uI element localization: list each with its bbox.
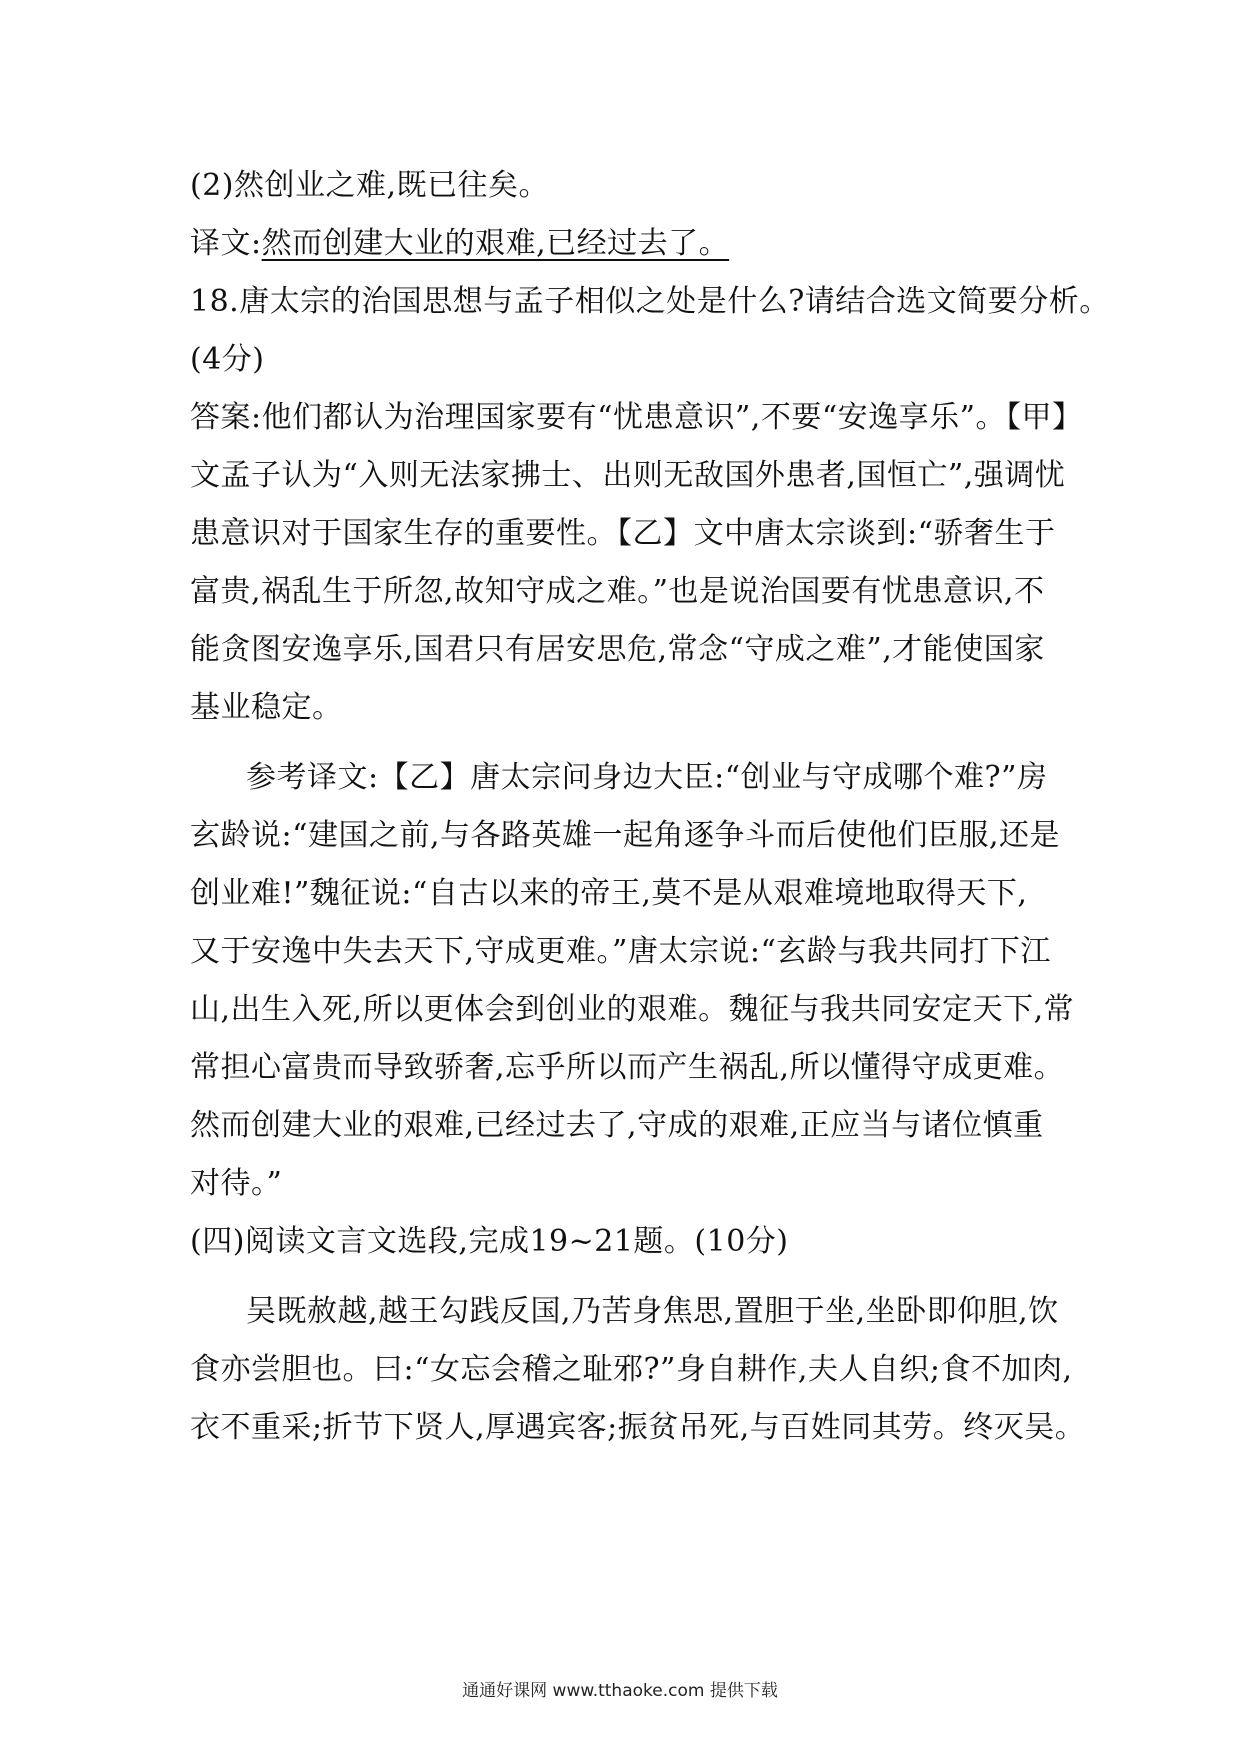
- answer-line: 能贪图安逸享乐,国君只有居安思危,常念“守成之难”,才能使国家: [190, 632, 1045, 667]
- answer-line: 文孟子认为“入则无法家拂士、出则无敌国外患者,国恒亡”,强调忧: [190, 458, 1066, 493]
- reference-translation-line: 对待。”: [190, 1166, 283, 1201]
- passage-line: 衣不重采;折节下贤人,厚遇宾客;振贫吊死,与百姓同其劳。终灭吴。: [190, 1410, 1086, 1445]
- q18-question-line-1: 18.唐太宗的治国思想与孟子相似之处是什么?请结合选文简要分析。: [190, 284, 1110, 319]
- reference-translation-line: 创业难!”魏征说:“自古以来的帝王,莫不是从艰难境地取得天下,: [190, 876, 1028, 911]
- reference-translation-line: 参考译文:【乙】唐太宗问身边大臣:“创业与守成哪个难?”房: [246, 760, 1048, 795]
- answer-line: 基业稳定。: [190, 690, 343, 725]
- page-footer: 通通好课网 www.tthaoke.com 提供下载: [462, 1681, 778, 1701]
- answer-line: 患意识对于国家生存的重要性。【乙】文中唐太宗谈到:“骄奢生于: [190, 516, 1056, 551]
- passage-line: 吴既赦越,越王勾践反国,乃苦身焦思,置胆于坐,坐卧即仰胆,饮: [246, 1294, 1059, 1329]
- reference-translation-line: 常担心富贵而导致骄奢,忘乎所以而产生祸乱,所以懂得守成更难。: [190, 1050, 1065, 1085]
- section-4-heading: (四)阅读文言文选段,完成19~21题。(10分): [190, 1224, 789, 1259]
- reference-translation-line: 玄龄说:“建国之前,与各路英雄一起角逐争斗而后使他们臣服,还是: [190, 818, 1061, 853]
- passage-line: 食亦尝胆也。曰:“女忘会稽之耻邪?”身自耕作,夫人自织;食不加肉,: [190, 1352, 1073, 1387]
- answer-line: 答案:他们都认为治理国家要有“忧患意识”,不要“安逸享乐”。【甲】: [190, 400, 1083, 435]
- reference-translation-line: 山,出生入死,所以更体会到创业的艰难。魏征与我共同安定天下,常: [190, 992, 1075, 1027]
- translation-label: 译文:: [190, 226, 262, 261]
- reference-translation-line: 又于安逸中失去天下,守成更难。”唐太宗说:“玄龄与我共同打下江: [190, 934, 1051, 969]
- q18-question-line-2: (4分): [190, 342, 265, 377]
- reference-translation-line: 然而创建大业的艰难,已经过去了,守成的艰难,正应当与诸位慎重: [190, 1108, 1044, 1143]
- answer-line: 富贵,祸乱生于所忽,故知守成之难。”也是说治国要有忧患意识,不: [190, 574, 1045, 609]
- q17-item2: (2)然创业之难,既已往矣。: [190, 168, 550, 203]
- q17-item2-translation: [190, 224, 729, 264]
- translation-answer: 然而创建大业的艰难,已经过去了。: [261, 226, 730, 261]
